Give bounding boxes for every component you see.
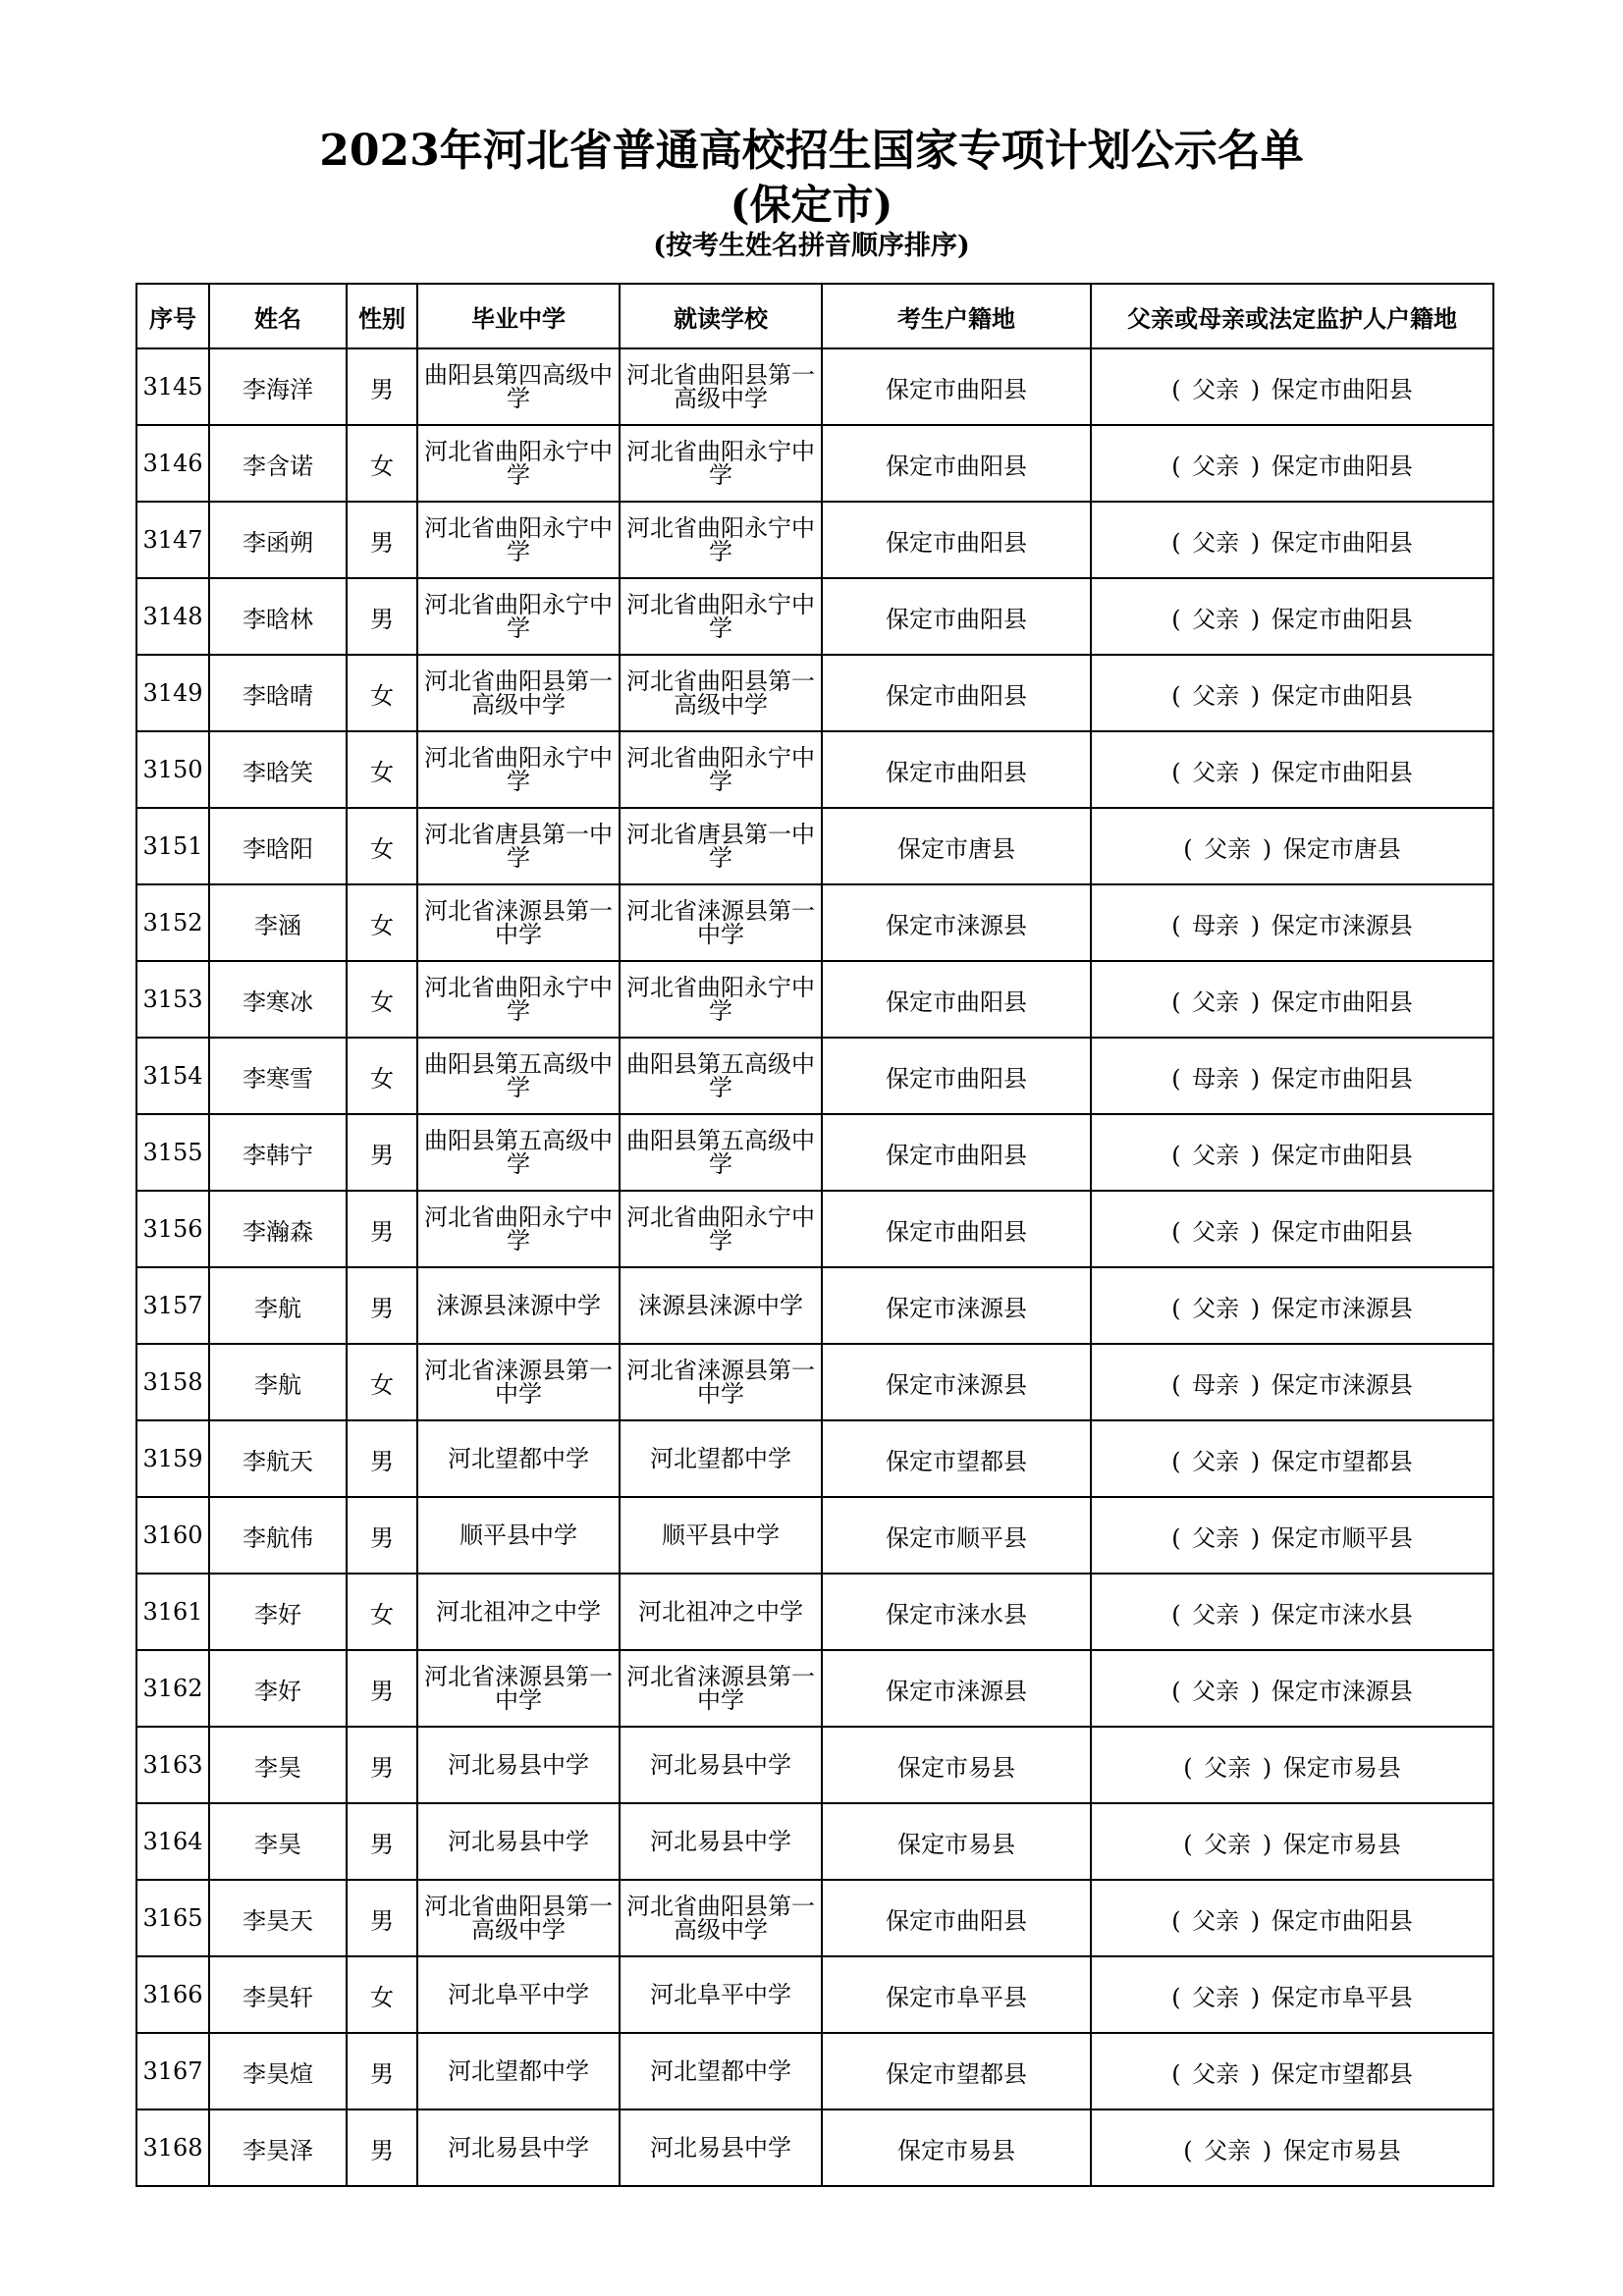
cell-grad-school: 河北省唐县第一中学 (417, 808, 620, 884)
cell-gender: 男 (347, 1497, 417, 1574)
cell-household: 保定市曲阳县 (822, 425, 1091, 502)
cell-current-school: 河北省曲阳县第一高级中学 (620, 655, 822, 731)
cell-seq: 3151 (136, 808, 209, 884)
cell-grad-school: 河北易县中学 (417, 2109, 620, 2186)
cell-name: 李含诺 (209, 425, 347, 502)
cell-household: 保定市阜平县 (822, 1956, 1091, 2033)
cell-guardian: ( 父亲 ) 保定市唐县 (1091, 808, 1493, 884)
cell-name: 李晗阳 (209, 808, 347, 884)
cell-name: 李寒冰 (209, 961, 347, 1038)
cell-current-school: 河北省曲阳县第一高级中学 (620, 1880, 822, 1956)
table-row (136, 1267, 1493, 1344)
cell-household: 保定市望都县 (822, 1420, 1091, 1497)
cell-gender: 女 (347, 1344, 417, 1420)
cell-name: 李昊天 (209, 1880, 347, 1956)
cell-seq: 3168 (136, 2109, 209, 2186)
table-row (136, 2109, 1493, 2186)
header-row (136, 284, 1493, 348)
cell-household: 保定市顺平县 (822, 1497, 1091, 1574)
cell-guardian: ( 父亲 ) 保定市曲阳县 (1091, 1114, 1493, 1191)
cell-seq: 3157 (136, 1267, 209, 1344)
cell-name: 李航 (209, 1344, 347, 1420)
header-current-school: 就读学校 (620, 284, 822, 348)
cell-seq: 3146 (136, 425, 209, 502)
cell-gender: 女 (347, 425, 417, 502)
cell-grad-school: 河北省曲阳永宁中学 (417, 578, 620, 655)
cell-grad-school: 河北省曲阳永宁中学 (417, 502, 620, 578)
cell-seq: 3155 (136, 1114, 209, 1191)
cell-seq: 3161 (136, 1574, 209, 1650)
cell-name: 李昊轩 (209, 1956, 347, 2033)
table-row (136, 1497, 1493, 1574)
header-guardian: 父亲或母亲或法定监护人户籍地 (1091, 284, 1493, 348)
cell-grad-school: 河北省曲阳永宁中学 (417, 731, 620, 808)
cell-household: 保定市唐县 (822, 808, 1091, 884)
cell-seq: 3149 (136, 655, 209, 731)
cell-guardian: ( 父亲 ) 保定市曲阳县 (1091, 425, 1493, 502)
cell-current-school: 河北阜平中学 (620, 1956, 822, 2033)
cell-seq: 3154 (136, 1038, 209, 1114)
cell-guardian: ( 父亲 ) 保定市涞源县 (1091, 1650, 1493, 1727)
cell-grad-school: 河北省曲阳县第一高级中学 (417, 1880, 620, 1956)
cell-gender: 女 (347, 731, 417, 808)
table-row (136, 2033, 1493, 2109)
cell-grad-school: 河北阜平中学 (417, 1956, 620, 2033)
table-row (136, 1727, 1493, 1803)
cell-current-school: 河北省唐县第一中学 (620, 808, 822, 884)
cell-current-school: 曲阳县第五高级中学 (620, 1114, 822, 1191)
table-row (136, 1344, 1493, 1420)
cell-current-school: 河北省曲阳永宁中学 (620, 731, 822, 808)
cell-guardian: ( 父亲 ) 保定市曲阳县 (1091, 578, 1493, 655)
cell-seq: 3164 (136, 1803, 209, 1880)
table-row (136, 1650, 1493, 1727)
cell-household: 保定市曲阳县 (822, 655, 1091, 731)
cell-gender: 女 (347, 961, 417, 1038)
cell-guardian: ( 父亲 ) 保定市易县 (1091, 2109, 1493, 2186)
cell-guardian: ( 父亲 ) 保定市涞水县 (1091, 1574, 1493, 1650)
cell-current-school: 河北省曲阳永宁中学 (620, 425, 822, 502)
cell-grad-school: 河北省曲阳永宁中学 (417, 425, 620, 502)
table-row (136, 1191, 1493, 1267)
table-row (136, 1420, 1493, 1497)
cell-seq: 3163 (136, 1727, 209, 1803)
cell-gender: 男 (347, 1267, 417, 1344)
cell-grad-school: 曲阳县第四高级中学 (417, 348, 620, 425)
cell-gender: 男 (347, 1727, 417, 1803)
table-row (136, 578, 1493, 655)
roster-table (135, 283, 1494, 2187)
cell-guardian: ( 母亲 ) 保定市涞源县 (1091, 884, 1493, 961)
cell-gender: 女 (347, 655, 417, 731)
cell-guardian: ( 父亲 ) 保定市曲阳县 (1091, 1191, 1493, 1267)
header-gender: 性别 (347, 284, 417, 348)
cell-guardian: ( 父亲 ) 保定市曲阳县 (1091, 731, 1493, 808)
table-row (136, 1803, 1493, 1880)
table-row (136, 655, 1493, 731)
table-row (136, 348, 1493, 425)
cell-guardian: ( 父亲 ) 保定市易县 (1091, 1727, 1493, 1803)
cell-guardian: ( 父亲 ) 保定市望都县 (1091, 2033, 1493, 2109)
cell-current-school: 河北望都中学 (620, 2033, 822, 2109)
cell-gender: 男 (347, 502, 417, 578)
cell-household: 保定市涞源县 (822, 1344, 1091, 1420)
cell-name: 李昊泽 (209, 2109, 347, 2186)
cell-gender: 男 (347, 1803, 417, 1880)
table-row (136, 961, 1493, 1038)
header-name: 姓名 (209, 284, 347, 348)
table-row (136, 1114, 1493, 1191)
cell-grad-school: 河北省曲阳永宁中学 (417, 1191, 620, 1267)
cell-grad-school: 河北省涞源县第一中学 (417, 1344, 620, 1420)
cell-grad-school: 顺平县中学 (417, 1497, 620, 1574)
cell-seq: 3150 (136, 731, 209, 808)
cell-current-school: 河北易县中学 (620, 2109, 822, 2186)
cell-current-school: 河北省涞源县第一中学 (620, 884, 822, 961)
header-grad-school: 毕业中学 (417, 284, 620, 348)
cell-seq: 3145 (136, 348, 209, 425)
cell-gender: 男 (347, 2033, 417, 2109)
sort-note: (按考生姓名拼音顺序排序) (653, 231, 970, 261)
cell-grad-school: 河北望都中学 (417, 1420, 620, 1497)
cell-household: 保定市易县 (822, 1727, 1091, 1803)
cell-guardian: ( 父亲 ) 保定市顺平县 (1091, 1497, 1493, 1574)
cell-name: 李昊煊 (209, 2033, 347, 2109)
cell-seq: 3158 (136, 1344, 209, 1420)
cell-name: 李海洋 (209, 348, 347, 425)
table-row (136, 1574, 1493, 1650)
header-household: 考生户籍地 (822, 284, 1091, 348)
table-row (136, 502, 1493, 578)
cell-name: 李昊 (209, 1727, 347, 1803)
cell-household: 保定市望都县 (822, 2033, 1091, 2109)
cell-gender: 男 (347, 348, 417, 425)
cell-gender: 女 (347, 808, 417, 884)
table-row (136, 1038, 1493, 1114)
cell-guardian: ( 父亲 ) 保定市曲阳县 (1091, 348, 1493, 425)
cell-household: 保定市曲阳县 (822, 578, 1091, 655)
cell-gender: 女 (347, 884, 417, 961)
cell-household: 保定市曲阳县 (822, 348, 1091, 425)
cell-current-school: 河北省曲阳永宁中学 (620, 961, 822, 1038)
cell-name: 李寒雪 (209, 1038, 347, 1114)
cell-guardian: ( 母亲 ) 保定市涞源县 (1091, 1344, 1493, 1420)
table-row (136, 731, 1493, 808)
cell-grad-school: 曲阳县第五高级中学 (417, 1038, 620, 1114)
cell-household: 保定市涞源县 (822, 1267, 1091, 1344)
cell-guardian: ( 父亲 ) 保定市望都县 (1091, 1420, 1493, 1497)
cell-seq: 3159 (136, 1420, 209, 1497)
cell-name: 李晗林 (209, 578, 347, 655)
cell-name: 李晗笑 (209, 731, 347, 808)
cell-guardian: ( 父亲 ) 保定市易县 (1091, 1803, 1493, 1880)
cell-guardian: ( 父亲 ) 保定市曲阳县 (1091, 655, 1493, 731)
cell-gender: 男 (347, 1880, 417, 1956)
cell-household: 保定市涞水县 (822, 1574, 1091, 1650)
cell-gender: 男 (347, 1114, 417, 1191)
cell-grad-school: 河北易县中学 (417, 1727, 620, 1803)
cell-guardian: ( 父亲 ) 保定市涞源县 (1091, 1267, 1493, 1344)
cell-household: 保定市曲阳县 (822, 1114, 1091, 1191)
header-seq: 序号 (136, 284, 209, 348)
cell-current-school: 顺平县中学 (620, 1497, 822, 1574)
cell-seq: 3167 (136, 2033, 209, 2109)
cell-gender: 女 (347, 1956, 417, 2033)
cell-household: 保定市易县 (822, 1803, 1091, 1880)
cell-household: 保定市曲阳县 (822, 502, 1091, 578)
cell-grad-school: 河北祖冲之中学 (417, 1574, 620, 1650)
cell-name: 李涵 (209, 884, 347, 961)
table-row (136, 1880, 1493, 1956)
cell-household: 保定市涞源县 (822, 1650, 1091, 1727)
cell-current-school: 河北省曲阳永宁中学 (620, 1191, 822, 1267)
table-row (136, 884, 1493, 961)
table-row (136, 808, 1493, 884)
cell-guardian: ( 母亲 ) 保定市曲阳县 (1091, 1038, 1493, 1114)
cell-name: 李好 (209, 1650, 347, 1727)
cell-gender: 女 (347, 1574, 417, 1650)
cell-gender: 男 (347, 2109, 417, 2186)
roster-body (136, 348, 1493, 2186)
cell-grad-school: 河北省涞源县第一中学 (417, 884, 620, 961)
cell-grad-school: 河北易县中学 (417, 1803, 620, 1880)
cell-name: 李昊 (209, 1803, 347, 1880)
cell-grad-school: 涞源县涞源中学 (417, 1267, 620, 1344)
cell-grad-school: 曲阳县第五高级中学 (417, 1114, 620, 1191)
cell-current-school: 河北省涞源县第一中学 (620, 1650, 822, 1727)
cell-grad-school: 河北省曲阳永宁中学 (417, 961, 620, 1038)
cell-guardian: ( 父亲 ) 保定市曲阳县 (1091, 961, 1493, 1038)
cell-seq: 3165 (136, 1880, 209, 1956)
cell-seq: 3162 (136, 1650, 209, 1727)
cell-current-school: 涞源县涞源中学 (620, 1267, 822, 1344)
cell-gender: 女 (347, 1038, 417, 1114)
cell-household: 保定市易县 (822, 2109, 1091, 2186)
cell-current-school: 河北祖冲之中学 (620, 1574, 822, 1650)
cell-name: 李函朔 (209, 502, 347, 578)
cell-current-school: 河北省曲阳永宁中学 (620, 578, 822, 655)
cell-name: 李航天 (209, 1420, 347, 1497)
cell-guardian: ( 父亲 ) 保定市曲阳县 (1091, 502, 1493, 578)
cell-gender: 男 (347, 1650, 417, 1727)
table-row (136, 425, 1493, 502)
cell-name: 李航伟 (209, 1497, 347, 1574)
cell-gender: 男 (347, 1191, 417, 1267)
cell-grad-school: 河北省涞源县第一中学 (417, 1650, 620, 1727)
cell-name: 李韩宁 (209, 1114, 347, 1191)
cell-name: 李航 (209, 1267, 347, 1344)
cell-current-school: 河北易县中学 (620, 1803, 822, 1880)
cell-grad-school: 河北望都中学 (417, 2033, 620, 2109)
cell-name: 李瀚森 (209, 1191, 347, 1267)
cell-current-school: 河北省曲阳县第一高级中学 (620, 348, 822, 425)
cell-seq: 3156 (136, 1191, 209, 1267)
cell-guardian: ( 父亲 ) 保定市曲阳县 (1091, 1880, 1493, 1956)
cell-current-school: 曲阳县第五高级中学 (620, 1038, 822, 1114)
cell-gender: 男 (347, 1420, 417, 1497)
cell-seq: 3148 (136, 578, 209, 655)
cell-current-school: 河北省涞源县第一中学 (620, 1344, 822, 1420)
cell-seq: 3147 (136, 502, 209, 578)
cell-household: 保定市曲阳县 (822, 731, 1091, 808)
cell-household: 保定市曲阳县 (822, 961, 1091, 1038)
cell-name: 李晗晴 (209, 655, 347, 731)
cell-gender: 男 (347, 578, 417, 655)
cell-household: 保定市曲阳县 (822, 1038, 1091, 1114)
cell-seq: 3160 (136, 1497, 209, 1574)
cell-seq: 3152 (136, 884, 209, 961)
table-row (136, 1956, 1493, 2033)
cell-name: 李好 (209, 1574, 347, 1650)
cell-household: 保定市曲阳县 (822, 1880, 1091, 1956)
cell-current-school: 河北望都中学 (620, 1420, 822, 1497)
cell-current-school: 河北易县中学 (620, 1727, 822, 1803)
cell-household: 保定市涞源县 (822, 884, 1091, 961)
page-subtitle: (保定市) (730, 181, 893, 229)
cell-seq: 3153 (136, 961, 209, 1038)
cell-current-school: 河北省曲阳永宁中学 (620, 502, 822, 578)
cell-guardian: ( 父亲 ) 保定市阜平县 (1091, 1956, 1493, 2033)
cell-household: 保定市曲阳县 (822, 1191, 1091, 1267)
page-title: 2023年河北省普通高校招生国家专项计划公示名单 (319, 126, 1304, 176)
cell-seq: 3166 (136, 1956, 209, 2033)
cell-grad-school: 河北省曲阳县第一高级中学 (417, 655, 620, 731)
